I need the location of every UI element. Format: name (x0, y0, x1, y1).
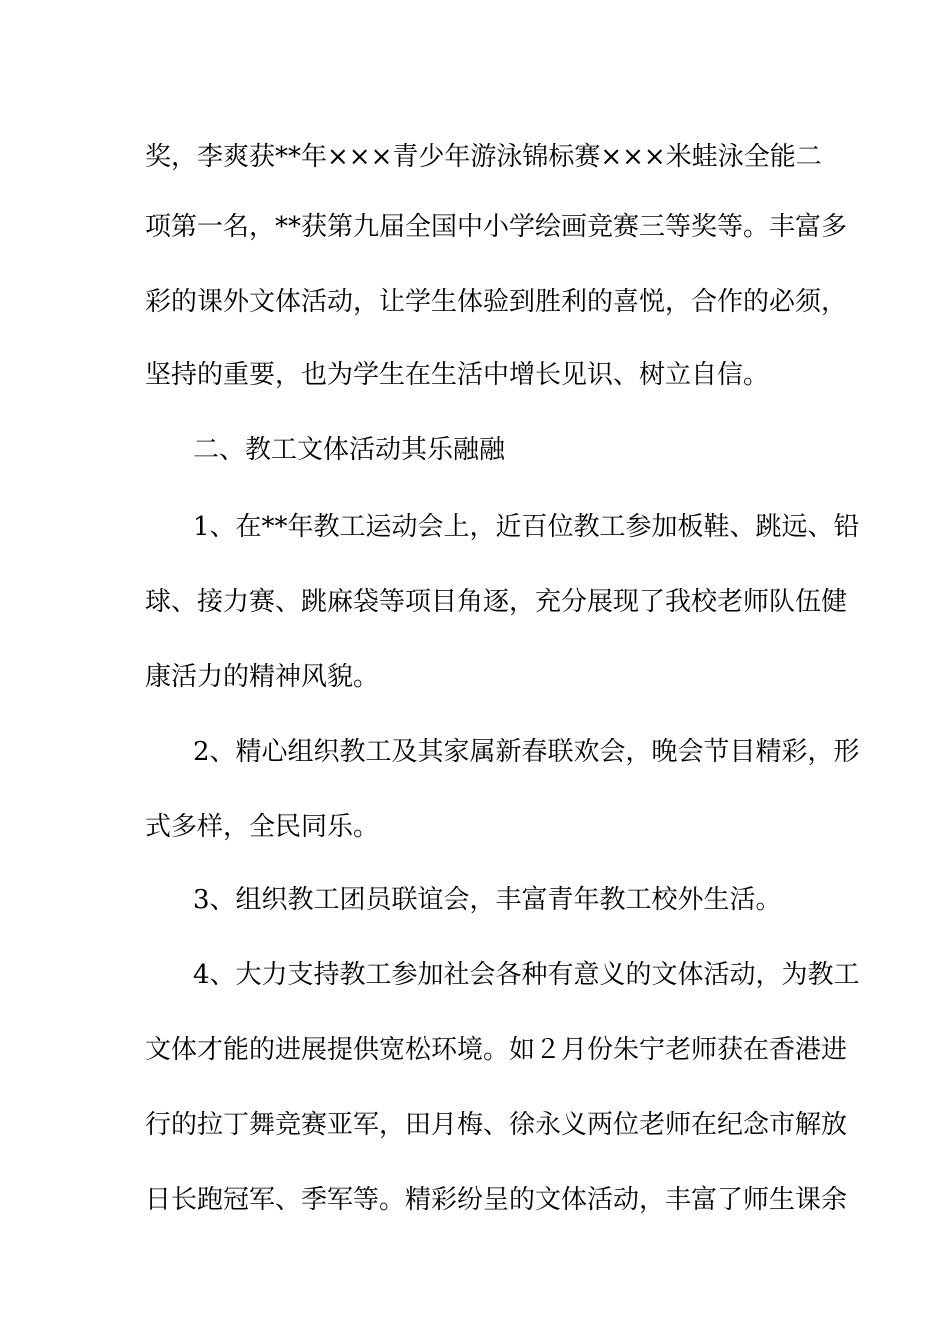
text-line: 4、大力支持教工参加社会各种有意义的文体活动，为教工 (193, 960, 860, 990)
text-line: 项第一名，**获第九届全国中小学绘画竞赛三等奖等。丰富多 (145, 212, 848, 242)
text-line: 奖，李爽获**年×××青少年游泳锦标赛×××米蛙泳全能二 (145, 142, 822, 172)
text-line: 康活力的精神风貌。 (145, 662, 380, 692)
text-line: 彩的课外文体活动，让学生体验到胜利的喜悦，合作的必须， (145, 287, 848, 317)
text-line: 球、接力赛、跳麻袋等项目角逐，充分展现了我校老师队伍健 (145, 587, 848, 617)
text-line: 2、精心组织教工及其家属新春联欢会，晚会节目精彩，形 (193, 737, 860, 767)
text-line: 1、在**年教工运动会上，近百位教工参加板鞋、跳远、铅 (193, 512, 860, 542)
text-line: 3、组织教工团员联谊会，丰富青年教工校外生活。 (193, 885, 782, 915)
text-line: 式多样，全民同乐。 (145, 812, 380, 842)
text-line: 坚持的重要，也为学生在生活中增长见识、树立自信。 (145, 360, 770, 390)
text-line: 文体才能的进展提供宽松环境。如２月份朱宁老师获在香港进 (145, 1035, 848, 1065)
section-heading: 二、教工文体活动其乐融融 (193, 435, 506, 465)
text-line: 行的拉丁舞竞赛亚军，田月梅、徐永义两位老师在纪念市解放 (145, 1110, 848, 1140)
text-line: 日长跑冠军、季军等。精彩纷呈的文体活动，丰富了师生课余 (145, 1185, 848, 1215)
